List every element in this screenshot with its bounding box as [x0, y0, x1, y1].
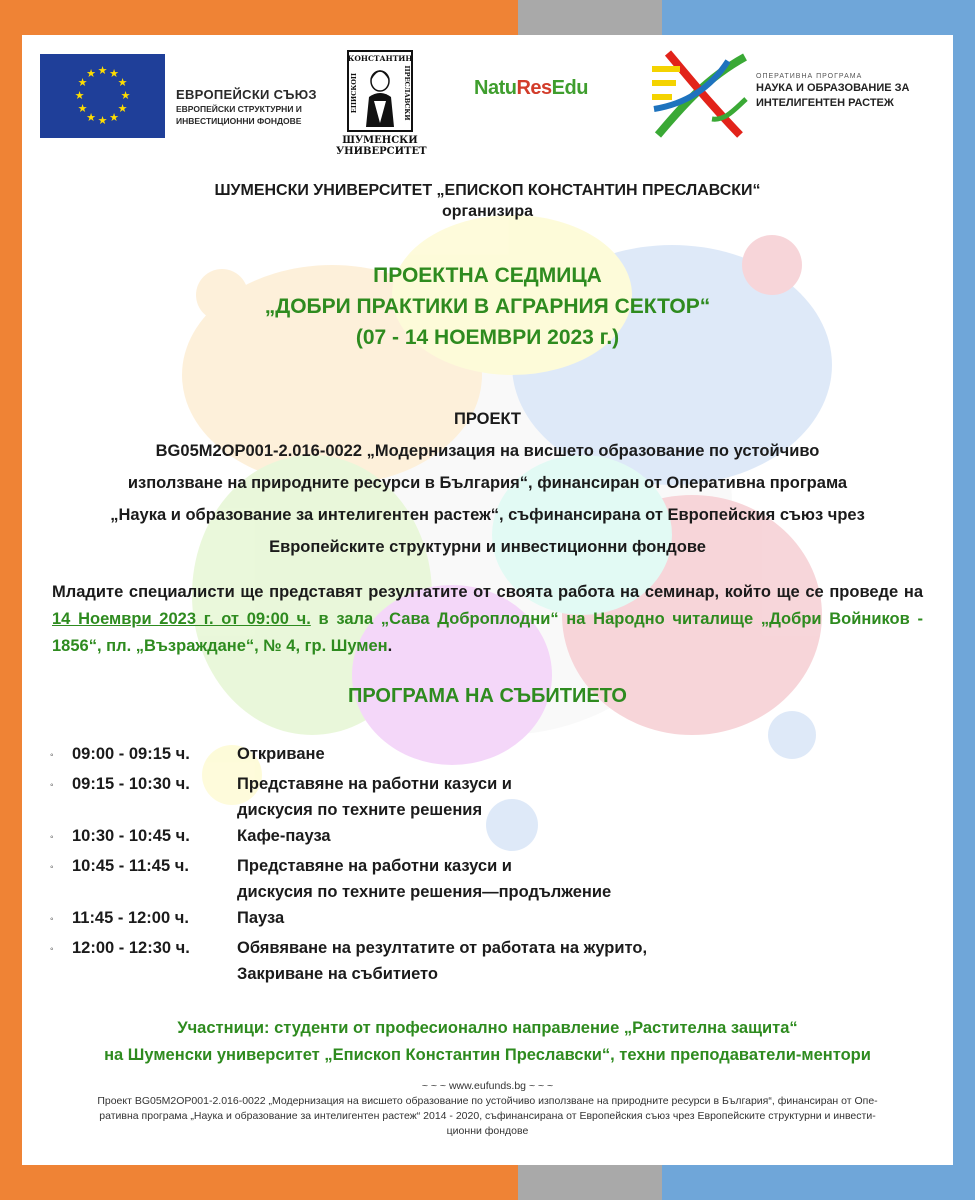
- organizer-verb: организира: [441, 203, 534, 220]
- schedule-desc-line-1: Обявяване на резултатите от работата на журито,: [237, 939, 648, 957]
- schedule-time: 09:15 - 10:30 ч.: [72, 775, 190, 793]
- naturesedu-part-2: Res: [516, 77, 552, 99]
- program-title: ПРОГРАМА НА СЪБИТИЕТО: [347, 685, 627, 707]
- intro-paragraph: [52, 579, 923, 660]
- seal-caption-line-2: УНИВЕРСИТЕТ: [336, 146, 427, 157]
- schedule-desc-line-2: дискусия по техните решения—продължение: [237, 883, 612, 901]
- organizer-name: ШУМЕНСКИ УНИВЕРСИТЕТ „ЕПИСКОП КОНСТАНТИН ПРЕСЛАВСКИ“: [214, 182, 761, 199]
- event-title-line-1: ПРОЕКТНА СЕДМИЦА: [373, 264, 602, 287]
- schedule-desc-line-1: Представяне на работни казуси и: [237, 857, 512, 875]
- naturesedu-part-1: Natu: [474, 77, 517, 99]
- bullet-icon: ◦: [50, 944, 54, 955]
- bullet-icon: ◦: [50, 780, 54, 791]
- schedule-time: 11:45 - 12:00 ч.: [72, 909, 189, 927]
- seal-top-text: КОНСТАНТИН: [347, 54, 413, 63]
- schedule-time: 10:45 - 11:45 ч.: [72, 857, 189, 875]
- operational-programme-logo: [650, 49, 750, 139]
- footer-website: ~ ~ ~ www.eufunds.bg ~ ~ ~: [421, 1080, 554, 1092]
- bullet-icon: ◦: [50, 832, 54, 843]
- eu-title: ЕВРОПЕЙСКИ СЪЮЗ: [176, 87, 317, 102]
- schedule-row: [50, 771, 930, 823]
- svg-text:★: ★: [74, 90, 85, 102]
- schedule-desc: Откриване: [237, 745, 325, 763]
- schedule-desc: [237, 771, 927, 823]
- poster: [22, 35, 953, 1165]
- schedule-time: 10:30 - 10:45 ч.: [72, 827, 190, 845]
- svg-text:★: ★: [120, 90, 131, 102]
- footer-line-2: ративна програма „Наука и образование за интелигентен растеж“ 2014 - 2020, съфинансирана от Европейския съюз чрез Европейските структурни и инвести-: [99, 1110, 876, 1122]
- schedule-row: [50, 823, 930, 853]
- participants-line-2: на Шуменски университет „Епископ Константин Преславски“, техни преподаватели-ментори: [104, 1046, 871, 1064]
- eu-logo-text: [176, 87, 317, 126]
- op-line-1: НАУКА И ОБРАЗОВАНИЕ ЗА: [756, 82, 910, 94]
- schedule-desc-line-2: дискусия по техните решения: [237, 801, 483, 819]
- seal-left-text: ЕПИСКОП: [350, 72, 358, 114]
- bullet-icon: ◦: [50, 862, 54, 873]
- project-heading: ПРОЕКТ: [453, 410, 522, 428]
- svg-text:★: ★: [109, 112, 119, 124]
- schedule-row: [50, 741, 930, 771]
- schedule-row: [50, 853, 930, 905]
- seal-right-text: ПРЕСЛАВСКИ: [403, 65, 411, 121]
- op-line-2: ИНТЕЛИГЕНТЕН РАСТЕЖ: [756, 97, 894, 109]
- naturesedu-logo: [474, 77, 588, 100]
- event-title-line-2: „ДОБРИ ПРАКТИКИ В АГРАРНИЯ СЕКТОР“: [264, 295, 711, 318]
- seal-caption-line-1: ШУМЕНСКИ: [342, 135, 418, 146]
- seminar-date-time: 14 Ноември 2023 г. от 09:00 ч.: [52, 610, 311, 628]
- bullet-icon: ◦: [50, 914, 54, 925]
- svg-text:★: ★: [86, 68, 96, 80]
- schedule-desc-line-1: Представяне на работни казуси и: [237, 775, 512, 793]
- op-small-text: ОПЕРАТИВНА ПРОГРАМА: [756, 73, 863, 80]
- eu-flag-logo: [40, 54, 165, 138]
- footer: [36, 1079, 939, 1139]
- frame-right: [953, 0, 975, 1200]
- participants: [42, 1015, 933, 1069]
- svg-text:★: ★: [77, 77, 88, 89]
- schedule-desc-line-2: Закриване на събитието: [237, 965, 438, 983]
- eu-stars-icon: [40, 54, 165, 138]
- naturesedu-part-3: Edu: [551, 77, 588, 99]
- project-info: [42, 403, 933, 563]
- intro-text: Младите специалисти ще представят резултатите от своята работа на семинар, който ще се проведе на: [52, 583, 923, 601]
- frame-bottom: [0, 1165, 975, 1200]
- seminar-venue: в зала „Сава Доброплодни“ на Народно читалище „Добри Войников - 1856“, пл. „Възраждане“, № 4, гр. Шумен: [52, 610, 923, 655]
- intro-end: .: [387, 637, 393, 655]
- schedule-desc: Пауза: [237, 909, 285, 927]
- seal-caption: [336, 135, 427, 157]
- schedule-time: 12:00 - 12:30 ч.: [72, 939, 190, 957]
- svg-text:★: ★: [97, 65, 108, 77]
- footer-line-3: ционни фондове: [446, 1125, 529, 1137]
- svg-text:★: ★: [117, 77, 128, 89]
- schedule-desc: [237, 853, 927, 905]
- schedule-row: [50, 905, 930, 935]
- program-schedule: [50, 741, 930, 987]
- event-title: [42, 260, 933, 353]
- footer-line-1: Проект BG05M2OP001-2.016-0022 „Модернизация на висшето образование по устойчиво използване на природните ресурси в България“, финансиран от Опе-: [97, 1095, 878, 1107]
- svg-text:★: ★: [97, 115, 108, 127]
- eu-subtitle-1: ЕВРОПЕЙСКИ СТРУКТУРНИ И: [176, 104, 302, 114]
- svg-text:★: ★: [117, 103, 128, 115]
- organizer: [42, 180, 933, 222]
- project-line-3: „Наука и образование за интелигентен растеж“, съфинансирана от Европейския съюз чрез: [110, 506, 865, 524]
- svg-text:★: ★: [109, 68, 119, 80]
- svg-text:★: ★: [77, 103, 88, 115]
- operational-programme-text: [756, 73, 909, 110]
- participants-line-1: Участници: студенти от професионално направление „Растителна защита“: [177, 1019, 798, 1037]
- frame-top: [0, 0, 975, 35]
- schedule-time: 09:00 - 09:15 ч.: [72, 745, 190, 763]
- bullet-icon: ◦: [50, 750, 54, 761]
- eu-subtitle-2: ИНВЕСТИЦИОННИ ФОНДОВЕ: [176, 116, 302, 126]
- schedule-desc: [237, 935, 927, 987]
- event-dates: (07 - 14 НОЕМВРИ 2023 г.): [355, 326, 620, 349]
- project-line-4: Европейските структурни и инвестиционни фондове: [269, 538, 706, 556]
- project-line-2: използване на природните ресурси в България“, финансиран от Оперативна програма: [127, 474, 848, 492]
- svg-text:★: ★: [86, 112, 96, 124]
- project-line-1: BG05M2OP001-2.016-0022 „Модернизация на висшето образование по устойчиво: [155, 442, 820, 460]
- frame-left: [0, 0, 22, 1200]
- schedule-desc: Кафе-пауза: [237, 827, 331, 845]
- logo-bar: [40, 49, 940, 159]
- schedule-row: [50, 935, 930, 987]
